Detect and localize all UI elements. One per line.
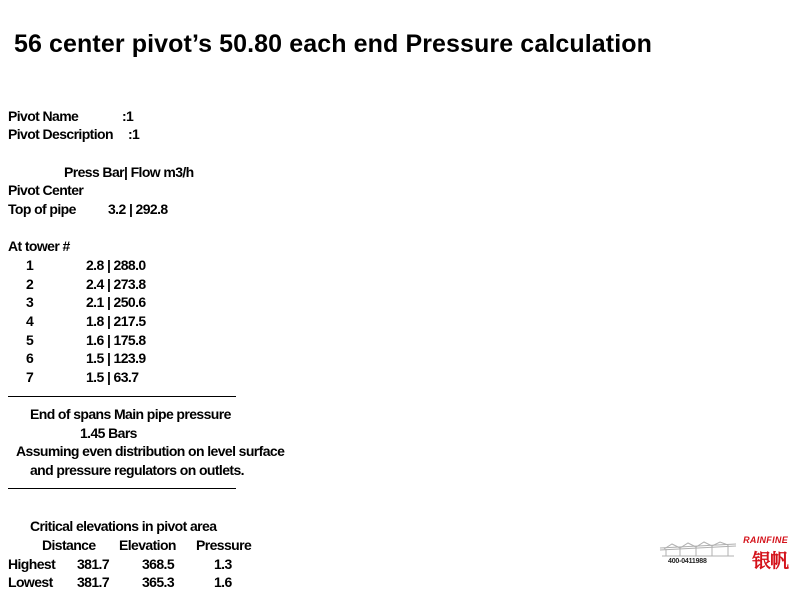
critical-row-pressure: 1.6 [214,574,232,590]
column-header-pressure: Pressure [196,537,252,553]
tower-number: 2 [26,276,34,292]
divider [8,488,236,489]
logo-chinese-text: 银帆 [751,551,788,572]
pivot-name-value: :1 [122,108,134,124]
logo-phone-text: 400-0411988 [668,558,707,565]
tower-value: 1.5 | 63.7 [86,369,139,385]
tower-value: 1.8 | 217.5 [86,313,146,329]
tower-value: 2.4 | 273.8 [86,276,146,292]
company-logo [658,535,790,574]
end-of-spans-label: End of spans Main pipe pressure [30,406,231,422]
critical-row-distance: 381.7 [77,574,110,590]
pivot-description-value: :1 [128,126,140,142]
critical-row-distance: 381.7 [77,556,110,572]
pivot-sprinkler-icon [658,538,738,560]
critical-row-label: Highest [8,556,56,572]
tower-number: 6 [26,350,34,366]
tower-number: 5 [26,332,34,348]
end-pressure-value: 1.45 Bars [80,425,137,441]
divider [8,396,236,397]
tower-number: 7 [26,369,34,385]
tower-value: 1.6 | 175.8 [86,332,146,348]
logo-brand-text: RAINFINE [743,535,788,545]
critical-row-label: Lowest [8,574,53,590]
pivot-description-label: Pivot Description [8,126,113,142]
column-header-elevation: Elevation [119,537,176,553]
tower-value: 1.5 | 123.9 [86,350,146,366]
at-tower-label: At tower # [8,238,70,254]
tower-number: 3 [26,294,34,310]
assumption-line-2: and pressure regulators on outlets. [30,462,244,478]
tower-value: 2.8 | 288.0 [86,257,146,273]
critical-row-elevation: 368.5 [142,556,175,572]
top-of-pipe-value: 3.2 | 292.8 [108,201,168,217]
assumption-line-1: Assuming even distribution on level surface [16,443,285,459]
pivot-center-label: Pivot Center [8,182,84,198]
critical-row-pressure: 1.3 [214,556,232,572]
pivot-name-label: Pivot Name [8,108,79,124]
column-header-distance: Distance [42,537,96,553]
tower-number: 4 [26,313,34,329]
critical-heading: Critical elevations in pivot area [30,518,217,534]
page-title: 56 center pivot’s 50.80 each end Pressure calculation [14,30,653,58]
top-of-pipe-label: Top of pipe [8,201,76,217]
tower-number: 1 [26,257,34,273]
tower-value: 2.1 | 250.6 [86,294,146,310]
critical-row-elevation: 365.3 [142,574,175,590]
column-header: Press Bar| Flow m3/h [64,164,194,180]
